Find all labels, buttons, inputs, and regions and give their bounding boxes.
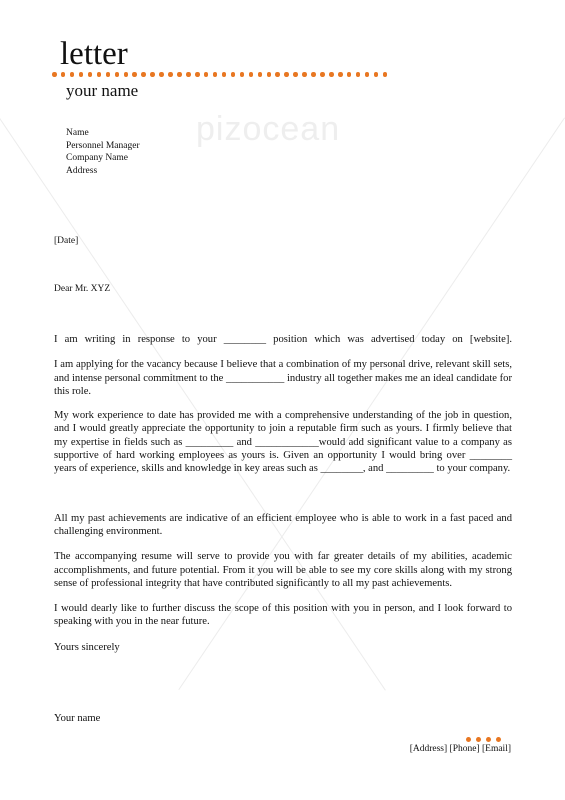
orange-dot [329, 72, 334, 77]
orange-dot [124, 72, 129, 77]
body-paragraph: I am applying for the vacancy because I believe that a combination of my personal drive, relevant skill sets, and intense personal commitment to the ___________ industry all together makes me an ideal candidate for this role. [54, 359, 512, 397]
orange-dot [70, 72, 75, 77]
orange-dot [52, 72, 57, 77]
orange-dot [496, 737, 501, 742]
orange-dot [106, 72, 111, 77]
orange-dot [347, 72, 352, 77]
orange-dot [311, 72, 316, 77]
orange-dot [115, 72, 120, 77]
orange-dot [275, 72, 280, 77]
document-title: letter [60, 36, 128, 72]
orange-dot [476, 737, 481, 742]
orange-dot [374, 72, 379, 77]
body-paragraph: I would dearly like to further discuss the scope of this position with you in person, and I look forward to speaking with you in the near future. [54, 603, 512, 628]
recipient-address-block [66, 127, 140, 177]
orange-dot [195, 72, 200, 77]
watermark-text: pizocean [196, 110, 341, 148]
orange-dot [141, 72, 146, 77]
letter-body [54, 333, 512, 654]
contact-line: [Address] [Phone] [Email] [409, 744, 511, 754]
orange-dot [284, 72, 289, 77]
body-paragraph: I am writing in response to your ________ position which was advertised today on [website]. [54, 334, 512, 345]
orange-dot [267, 72, 272, 77]
orange-dot [132, 72, 137, 77]
orange-dot [365, 72, 370, 77]
title-dot-divider [52, 72, 392, 77]
closing: Yours sincerely [54, 641, 120, 653]
orange-dot [168, 72, 173, 77]
orange-dot [258, 72, 263, 77]
recipient-line: Personnel Manager [66, 140, 140, 151]
orange-dot [159, 72, 164, 77]
orange-dot [213, 72, 218, 77]
footer-dot-divider [466, 737, 506, 742]
recipient-line: Address [66, 165, 98, 176]
sender-name-heading: your name [66, 81, 139, 100]
orange-dot [356, 72, 361, 77]
body-paragraph: My work experience to date has provided me with a comprehensive understanding of the job in question, and I would greatly appreciate the opportunity to join a reputable firm such as yours. I firmly believe that my expertise in fields such as _________ and ____________would add significant value to a company as supportive of hard working employees as yours is. Given an opportunity I would bring over ________ years of experience, skills and knowledge in key areas such as ________, and _________ to your company. [54, 410, 512, 475]
orange-dot [150, 72, 155, 77]
orange-dot [338, 72, 343, 77]
orange-dot [186, 72, 191, 77]
salutation: Dear Mr. XYZ [54, 284, 111, 294]
orange-dot [293, 72, 298, 77]
orange-dot [79, 72, 84, 77]
orange-dot [486, 737, 491, 742]
body-paragraph: All my past achievements are indicative of an efficient employee who is able to work in a fast paced and challenging environment. [54, 512, 512, 537]
recipient-line: Company Name [66, 153, 129, 163]
signature-name: Your name [54, 713, 101, 724]
recipient-line: Name [66, 128, 89, 138]
orange-dot [302, 72, 307, 77]
orange-dot [320, 72, 325, 77]
orange-dot [88, 72, 93, 77]
orange-dot [61, 72, 66, 77]
orange-dot [249, 72, 254, 77]
orange-dot [466, 737, 471, 742]
body-paragraph: The accompanying resume will serve to provide you with far greater details of my abilities, academic accomplishments, and future potential. From it you will be able to see my core skills along with my strong sense of professional integrity that have contributed significantly to all my past achievements. [54, 551, 512, 589]
orange-dot [383, 72, 388, 77]
orange-dot [204, 72, 209, 77]
orange-dot [240, 72, 245, 77]
orange-dot [97, 72, 102, 77]
orange-dot [177, 72, 182, 77]
orange-dot [222, 72, 227, 77]
letter-date: [Date] [54, 236, 79, 246]
orange-dot [231, 72, 236, 77]
